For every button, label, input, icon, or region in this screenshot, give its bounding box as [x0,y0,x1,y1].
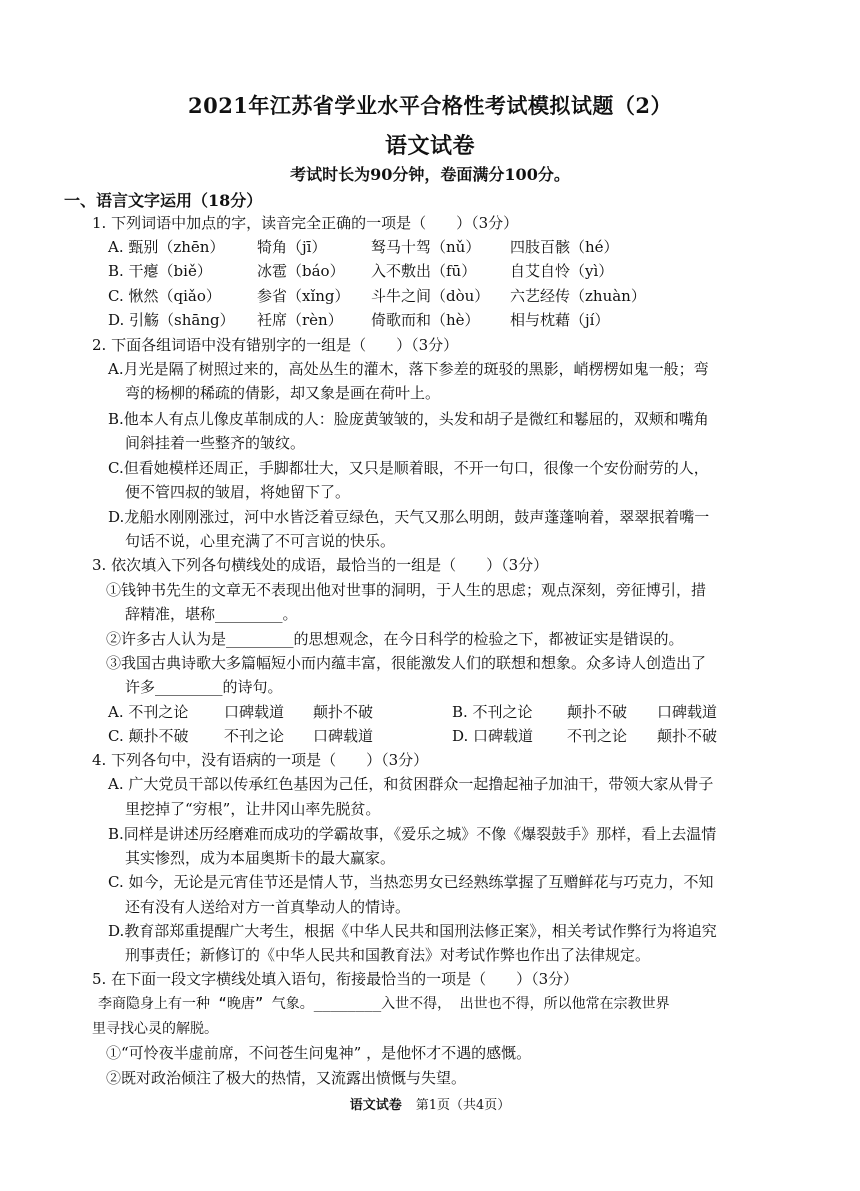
option-b-word-4: 自艾自怜（yì） [510,262,614,280]
question-4-option-d-line-1: D.教育部郑重提醒广大考生，根据《中华人民共和国刑法修正案》，相关考试作弊行为将追究 [108,922,717,940]
question-2-option-a-line-2: 弯的杨柳的稀疏的倩影，却又象是画在荷叶上。 [125,384,441,402]
question-5-item-1: ①“可怜夜半虚前席，不问苍生问鬼神” ，是他怀才不遇的感慨。 [106,1044,532,1062]
option-c-idiom-1: C. 颠扑不破 [108,727,189,745]
option-d-word-2: 衽席（rèn） [257,311,343,329]
question-5-stem: 5. 在下面一段文字横线处填入语句，衔接最恰当的一项是（ ）（3分） [92,970,579,988]
question-2-option-d-line-1: D.龙船水刚刚涨过，河中水皆泛着豆绿色，天气又那么明朗，鼓声蓬蓬响着，翠翠抿着嘴一 [108,508,710,526]
section-heading: 一、语言文字运用（18分） [64,191,263,210]
question-4-option-b-line-2: 其实惨烈，成为本届奥斯卡的最大赢家。 [125,849,396,867]
page-footer [0,1094,860,1113]
question-3-sentence-1-line-1: ①钱钟书先生的文章无不表现出他对世事的洞明，于人生的思虑；观点深刻，旁征博引，措 [106,581,707,599]
question-2-option-c-line-1: C.但看她模样还周正，手脚都壮大，又只是顺着眼，不开一句口，很像一个安份耐劳的人， [108,459,709,477]
option-b-idiom-2: 颠扑不破 [567,703,628,721]
exam-duration-note: 考试时长为90分钟，卷面满分100分。 [290,165,570,184]
option-a-word-3: 驽马十驾（nǔ） [371,238,481,256]
question-4-option-b-line-1: B.同样是讲述历经磨难而成功的学霸故事，《爱乐之城》不像《爆裂鼓手》那样，看上去温情 [108,825,717,843]
question-3-sentence-3-line-2: 许多_________的诗句。 [125,678,283,696]
question-3-sentence-2: ②许多古人认为是_________的思想观念，在今日科学的检验之下，都被证实是错误的。 [106,630,684,648]
question-4-option-a-line-1: A. 广大党员干部以传承红色基因为己任，和贫困群众一起撸起袖子加油干，带领大家从骨子 [108,775,714,793]
question-3-sentence-1-line-2: 辞精准，堪称_________。 [125,605,298,623]
option-c-word-3: 斗牛之间（dòu） [371,287,490,305]
question-2-stem: 2. 下面各组词语中没有错别字的一组是（ ）（3分） [92,336,459,354]
option-c-word-2: 参省（xǐng） [257,287,350,305]
question-5-passage-line-2: 里寻找心灵的解脱。 [92,1021,218,1037]
question-2-option-b-line-1: B.他本人有点儿像皮革制成的人：脸庞黄皱皱的，头发和胡子是微红和鬈屈的，双颊和嘴角 [108,410,709,428]
question-2-option-b-line-2: 间斜挂着一些整齐的皱纹。 [125,434,306,452]
option-d-idiom-2: 不刊之论 [567,727,628,745]
option-b-idiom-1: B. 不刊之论 [452,703,533,721]
option-d-word-3: 倚歌而和（hè） [371,311,480,329]
question-4-option-c-line-1: C. 如今，无论是元宵佳节还是情人节，当热恋男女已经熟练掌握了互赠鲜花与巧克力，不知 [108,873,714,891]
option-d-idiom-1: D. 口碑载道 [452,727,534,745]
option-a-word-4: 四肢百骸（hé） [510,238,619,256]
option-a-word-1: A. 甄别（zhēn） [108,238,225,256]
question-2-option-a-line-1: A.月光是隔了树照过来的，高处丛生的灌木，落下参差的斑驳的黑影，峭楞楞如鬼一般；弯 [108,360,709,378]
option-a-idiom-2: 口碑载道 [224,703,285,721]
option-a-idiom-1: A. 不刊之论 [108,703,189,721]
exam-title: 2021年江苏省学业水平合格性考试模拟试题（2） [187,93,673,118]
question-2-option-d-line-2: 句话不说，心里充满了不可言说的快乐。 [125,532,396,550]
question-1-stem: 1. 下列词语中加点的字，读音完全正确的一项是（ ）（3分） [92,214,519,232]
footer-paper-label: 语文试卷 [349,1098,402,1113]
option-c-idiom-3: 口碑载道 [313,727,374,745]
option-b-idiom-3: 口碑载道 [657,703,718,721]
option-d-word-4: 相与枕藉（jí） [510,311,610,329]
option-b-word-1: B. 干瘪（biě） [108,262,212,280]
question-4-option-d-line-2: 刑事责任；新修订的《中华人民共和国教育法》对考试作弊也作出了法律规定。 [125,946,651,964]
question-5-passage-line-1: 李商隐身上有一种 “晚唐” 气象。________入世不得， 出世也不得，所以他常在宗教世界 [98,996,670,1012]
option-b-word-2: 冰雹（báo） [257,262,345,280]
option-c-idiom-2: 不刊之论 [224,727,285,745]
option-b-word-3: 入不敷出（fū） [371,262,477,280]
question-2-option-c-line-2: 便不管四叔的皱眉，将她留下了。 [125,483,351,501]
option-d-idiom-3: 颠扑不破 [657,727,718,745]
question-3-sentence-3-line-1: ③我国古典诗歌大多篇幅短小而内蕴丰富，很能激发人们的联想和想象。众多诗人创造出了 [106,654,707,672]
option-a-idiom-3: 颠扑不破 [313,703,374,721]
question-3-stem: 3. 依次填入下列各句横线处的成语，最恰当的一组是（ ）（3分） [92,556,549,574]
option-a-word-2: 犄角（jī） [257,238,327,256]
question-4-option-c-line-2: 还有没有人送给对方一首真挚动人的情诗。 [125,898,411,916]
option-d-word-1: D. 引觞（shāng） [108,311,235,329]
paper-subject-title: 语文试卷 [384,133,475,159]
option-c-word-4: 六艺经传（zhuàn） [510,287,646,305]
option-c-word-1: C. 愀然（qiǎo） [108,287,221,305]
footer-page-number: 第1页（共4页） [415,1098,511,1113]
question-4-option-a-line-2: 里挖掉了“穷根”，让井冈山率先脱贫。 [125,800,381,818]
question-5-item-2: ②既对政治倾注了极大的热情，又流露出愤慨与失望。 [106,1069,467,1087]
question-4-stem: 4. 下列各句中，没有语病的一项是（ ）（3分） [92,751,429,769]
